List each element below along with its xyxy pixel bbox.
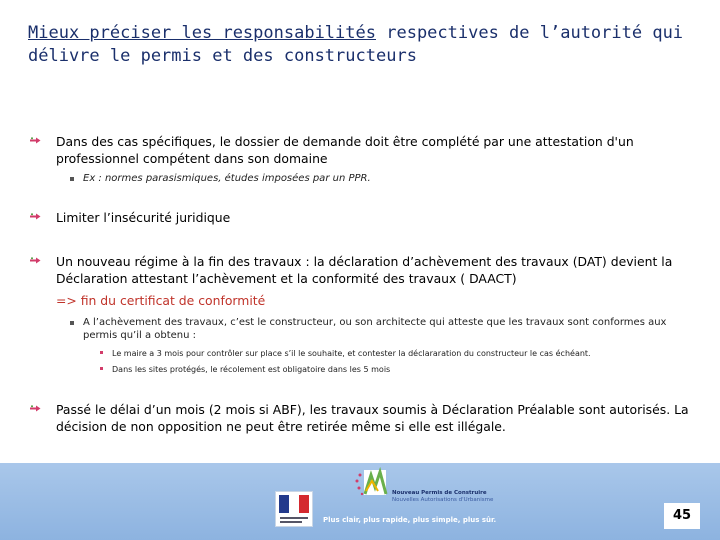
bullet-3	[30, 253, 702, 287]
sub-example	[70, 172, 700, 185]
footer-slogan: Plus clair, plus rapide, plus simple, plus sûr.	[323, 516, 497, 524]
bullet-2	[30, 209, 702, 226]
sub-architect-text: A l’achèvement des travaux, c’est le constructeur, ou son architecte qui atteste que les travaux sont conformes aux permis qu’il a obtenu :	[83, 317, 667, 341]
bullet-4	[30, 401, 702, 435]
french-republic-logo-icon	[275, 491, 313, 527]
brand-title: Nouveau Permis de Construire	[392, 490, 487, 496]
bullet-3-text: Un nouveau régime à la fin des travaux : la déclaration d’achèvement des travaux (DAT) devient la Déclaration attestant l’achèvement et la conformité des travaux ( DAACT)	[56, 254, 673, 286]
bullet-arrow-icon	[30, 405, 41, 412]
title-rest: respectives de l’autorité qui délivre le permis et des constructeurs	[28, 23, 684, 66]
bullet-1-text: Dans des cas spécifiques, le dossier de demande doit être complété par une attestation d'un professionnel compétent dans son domaine	[56, 134, 634, 166]
bullet-arrow-icon	[30, 257, 41, 264]
square-bullet-icon	[70, 321, 74, 325]
title-underlined: Mieux préciser les responsabilités	[28, 23, 376, 43]
square-bullet-icon	[100, 351, 103, 354]
slide-title	[28, 22, 708, 68]
bullet-1	[30, 133, 702, 167]
bullet-2-text: Limiter l’insécurité juridique	[56, 210, 231, 225]
permis-construire-logo-icon	[352, 467, 392, 499]
brand-subtitle: Nouvelles Autorisations d'Urbanisme	[392, 497, 494, 503]
bullet-arrow-icon	[30, 137, 41, 144]
square-bullet-icon	[70, 177, 74, 181]
red-conclusion: => fin du certificat de conformité	[56, 293, 266, 308]
sub-point-1	[100, 348, 700, 359]
sub-point-1-text: Le maire a 3 mois pour contrôler sur place s’il le souhaite, et contester la déclararation du constructeur le cas échéant.	[112, 349, 591, 358]
sub-point-2-text: Dans les sites protégés, le récolement est obligatoire dans les 5 mois	[112, 365, 391, 374]
sub-architect	[70, 316, 700, 342]
sub-example-text: Ex : normes parasismiques, études imposées par un PPR.	[83, 173, 371, 184]
bullet-arrow-icon	[30, 213, 41, 220]
bullet-4-text: Passé le délai d’un mois (2 mois si ABF), les travaux soumis à Déclaration Préalable sont autorisés. La décision de non opposition ne peut être retirée même si elle est illégale.	[56, 402, 689, 434]
square-bullet-icon	[100, 367, 103, 370]
page-number: 45	[664, 503, 700, 529]
brand-text	[392, 490, 522, 504]
sub-point-2	[100, 364, 700, 375]
